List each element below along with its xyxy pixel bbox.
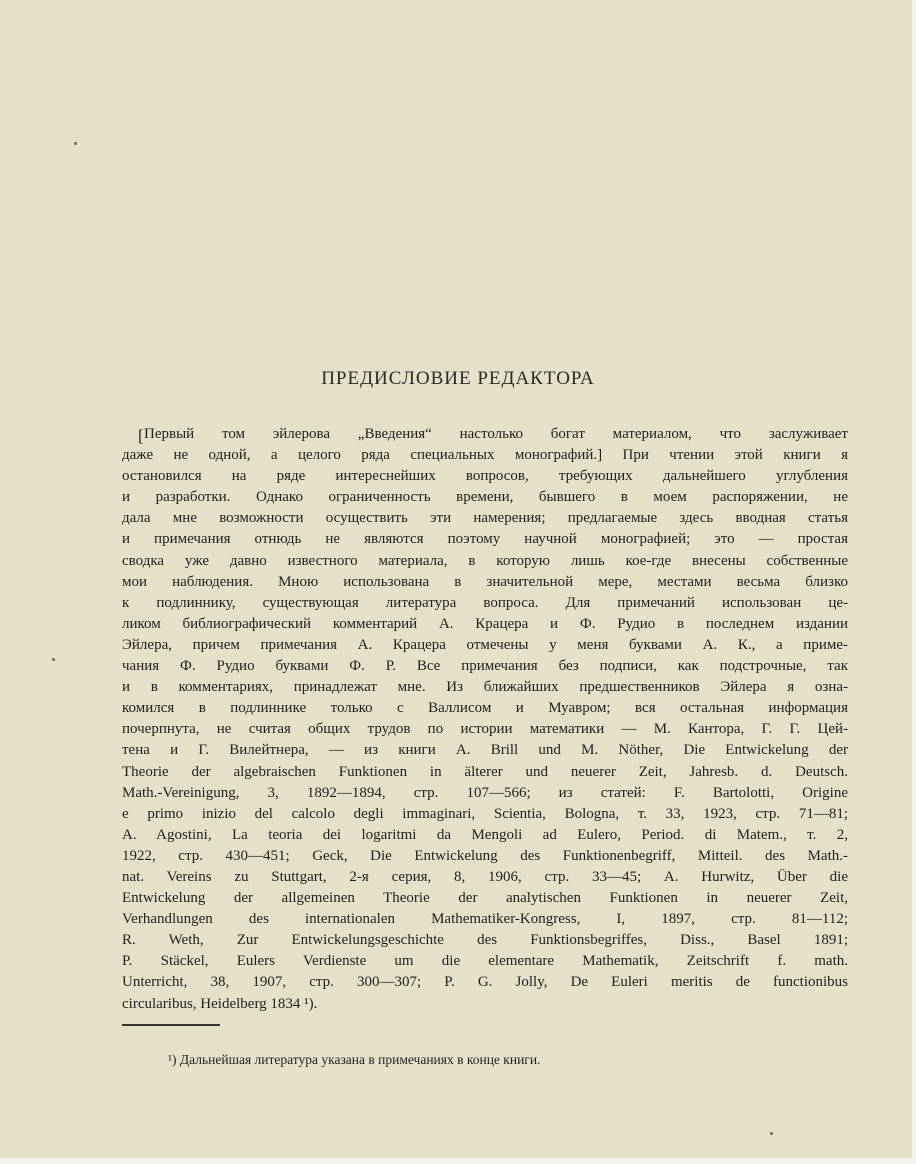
text-line: и разработки. Однако ограниченность времени, бывшего в моем распоряжении, не xyxy=(122,489,848,506)
text-line: P. Stäckel, Eulers Verdienste um die elementare Mathematik, Zeitschrift f. math. xyxy=(122,953,848,970)
text-line: A. Agostini, La teoria dei logaritmi da Mengoli ad Eulero, Period. di Matem., т. 2, xyxy=(122,826,848,843)
text-line: Entwickelung der allgemeinen Theorie der analytischen Funktionen in neuerer Zeit, xyxy=(122,890,848,907)
text-line: Unterricht, 38, 1907, стр. 300—307; P. G. Jolly, De Euleri meritis de functionibus xyxy=(122,974,848,991)
scan-speck xyxy=(52,658,55,661)
text-line: почерпнута, не считая общих трудов по истории математики — М. Кантора, Г. Г. Цей- xyxy=(122,721,848,738)
scan-speck xyxy=(74,142,77,145)
text-line: ликом библиографический комментарий А. Крацера и Ф. Рудио в последнем издании xyxy=(122,615,848,632)
footnote: ¹) Дальнейшая литература указана в примечаниях в конце книги. xyxy=(168,1052,541,1067)
text-line: Theorie der algebraischen Funktionen in älterer und neuerer Zeit, Jahresb. d. Deutsch. xyxy=(122,763,848,780)
text-line: R. Weth, Zur Entwickelungsgeschichte des Funktionsbegriffes, Diss., Basel 1891; xyxy=(122,932,848,949)
text-line: nat. Vereins zu Stuttgart, 2-я серия, 8, 1906, стр. 33—45; A. Hurwitz, Über die xyxy=(122,868,848,885)
text-line: мои наблюдения. Мною использована в значительной мере, местами весьма близко xyxy=(122,573,848,590)
text-line: остановился на ряде интереснейших вопросов, требующих дальнейшего углубления xyxy=(122,468,848,485)
text-line: circularibus, Heidelberg 1834 ¹). xyxy=(122,995,318,1012)
text-line: Verhandlungen des internationalen Mathematiker-Kongress, I, 1897, стр. 81—112; xyxy=(122,911,848,928)
footnote-divider xyxy=(122,1024,220,1026)
page-title: ПРЕДИСЛОВИЕ РЕДАКТОРА xyxy=(321,368,595,389)
text-line: дала мне возможности осуществить эти намерения; предлагаемые здесь вводная статья xyxy=(122,510,848,527)
text-line: сводка уже давно известного материала, в которую лишь кое-где внесены собственные xyxy=(122,552,848,569)
text-line: к подлиннику, существующая литература вопроса. Для примечаний использован це- xyxy=(122,594,848,611)
preface-text xyxy=(122,424,848,1015)
text-line: и примечания отнюдь не являются поэтому научной монографией; это — простая xyxy=(122,531,848,548)
text-line: Math.-Vereinigung, 3, 1892—1894, стр. 107—566; из статей: F. Bartolotti, Origine xyxy=(122,784,848,801)
text-line: даже не одной, а целого ряда специальных монографий.] При чтении этой книги я xyxy=(122,447,848,464)
text-line: тена и Г. Вилейтнера, — из книги A. Brill und M. Nöther, Die Entwickelung der xyxy=(122,742,848,759)
text-line: комился в подлиннике только с Валлисом и Муавром; вся остальная информация xyxy=(122,700,848,717)
text-line: чания Ф. Рудио буквами Ф. Р. Все примечания без подписи, как подстрочные, так xyxy=(122,658,848,675)
text-line: 1922, стр. 430—451; Geck, Die Entwickelung des Funktionenbegriff, Mitteil. des Math.- xyxy=(122,847,848,864)
text-line: Эйлера, причем примечания А. Крацера отмечены у меня буквами А. К., а приме- xyxy=(122,636,848,653)
text-line: e primo inizio del calcolo degli immaginari, Scientia, Bologna, т. 33, 1923, стр. 71—81; xyxy=(122,805,848,822)
editor-bracket-mark: [ xyxy=(138,426,144,445)
text-line: и в комментариях, принадлежат мне. Из ближайших предшественников Эйлера я озна- xyxy=(122,679,848,696)
text-line: Первый том эйлерова „Введения“ настолько богат материалом, что заслуживает xyxy=(144,426,848,442)
scan-speck xyxy=(770,1132,773,1135)
